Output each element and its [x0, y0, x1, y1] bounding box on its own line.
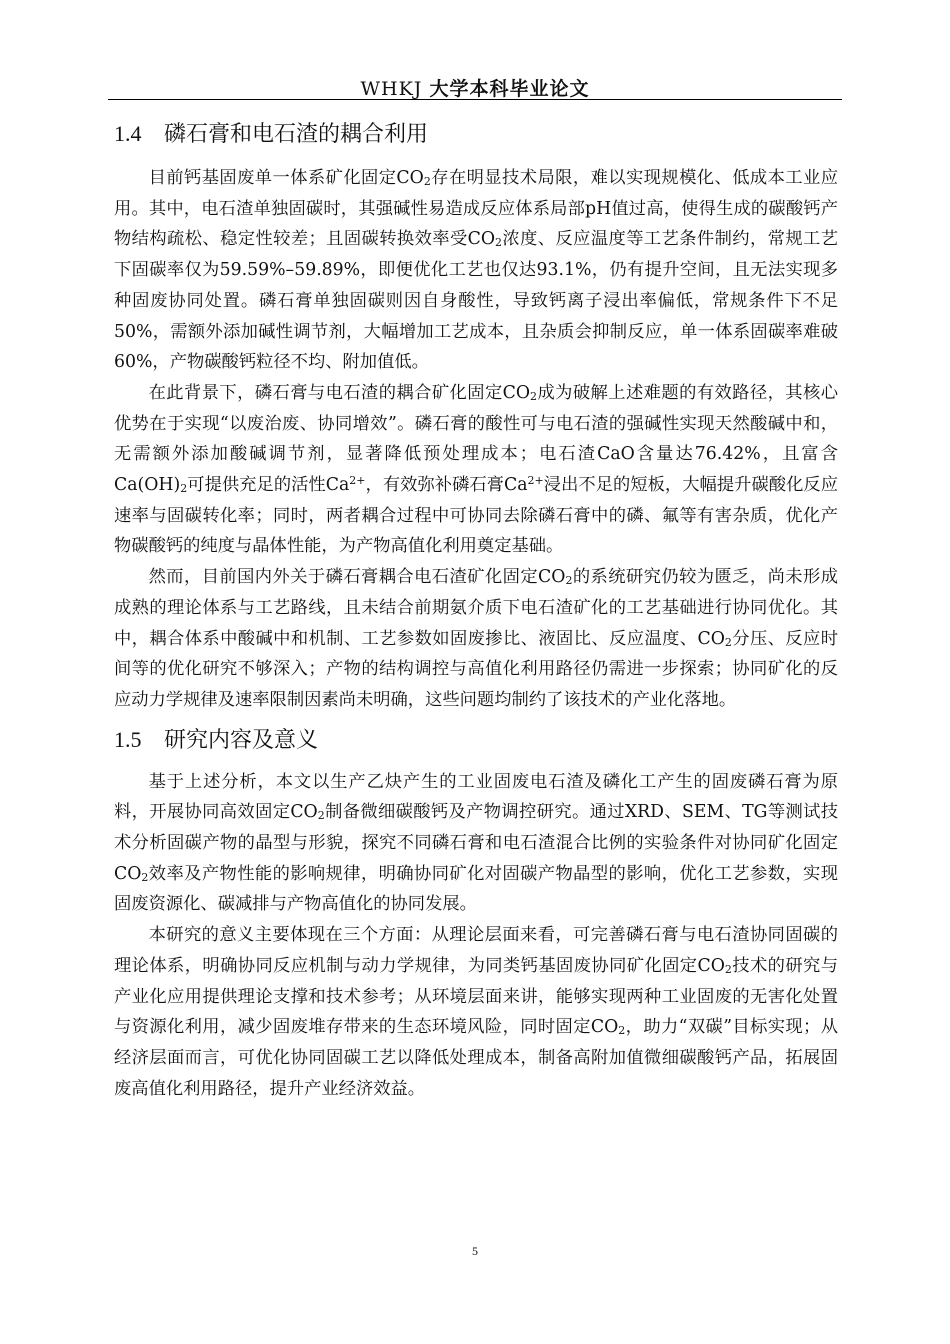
paragraph-1-4-3: 然而，目前国内外关于磷石膏耦合电石渣矿化固定$CO_2$的系统研究仍较为匮乏，尚未形成成熟的理论体系与工艺路线，且未结合前期氨介质下电石渣矿化的工艺基础进行协同优化。其中，耦合体系中酸碱中和机制、工艺参数如固废掺比、液固比、反应温度、$CO_2$分压、反应时间等的优化研究不够深入；产物的结构调控与高值化利用路径仍需进一步探索；协同矿化的反应动力学规律及速率限制因素尚未明确，这些问题均制约了该技术的产业化落地。 — [114, 567, 838, 710]
section-heading-1-5 — [114, 724, 838, 757]
section-heading-1-4 — [114, 118, 838, 151]
page-body — [114, 118, 838, 1104]
header-title: 大学本科毕业论文 — [429, 78, 590, 100]
running-header — [108, 74, 842, 101]
section-title: 研究内容及意义 — [164, 727, 319, 753]
page-number: 5 — [472, 1244, 478, 1258]
section-number: 1.4 — [114, 121, 142, 146]
header-rule — [108, 99, 842, 100]
paragraph-1-5-1: 基于上述分析，本文以生产乙炔产生的工业固废电石渣及磷化工产生的固废磷石膏为原料，开展协同高效固定$CO_2$制备微细碳酸钙及产物调控研究。通过XRD、SEM、TG等测试技术分析固碳产物的晶型与形貌，探究不同磷石膏和电石渣混合比例的实验条件对协同矿化固定$CO_2$效率及产物性能的影响规律，明确协同矿化对固碳产物晶型的影响，优化工艺参数，实现固废资源化、碳减排与产物高值化的协同发展。 — [114, 771, 839, 915]
paragraph-1-4-1: 目前钙基固废单一体系矿化固定$CO_2$存在明显技术局限，难以实现规模化、低成本工业应用。其中，电石渣单独固碳时，其强碱性易造成反应体系局部pH值过高，使得生成的碳酸钙产物结构疏松、稳定性较差；且固碳转换效率受$CO_2$浓度、反应温度等工艺条件制约，常规工艺下固碳率仅为59.59%–59.89%，即便优化工艺也仅达93.1%，仍有提升空间，且无法实现多种固废协同处置。磷石膏单独固碳则因自身酸性，导致钙离子浸出率偏低，常规条件下不足50%，需额外添加碱性调节剂，大幅增加工艺成本，且杂质会抑制反应，单一体系固碳率难破60%，产物碳酸钙粒径不均、附加值低。 — [114, 168, 838, 373]
header-prefix: WHKJ — [360, 78, 423, 100]
paragraph-1-5-2: 本研究的意义主要体现在三个方面：从理论层面来看，可完善磷石膏与电石渣协同固碳的理论体系，明确协同反应机制与动力学规律，为同类钙基固废协同矿化固定$CO_2$技术的研究与产业化应用提供理论支撑和技术参考；从环境层面来讲，能够实现两种工业固废的无害化处置与资源化利用，减少固废堆存带来的生态环境风险，同时固定$CO_2$，助力“双碳”目标实现；从经济层面而言，可优化协同固碳工艺以降低处理成本，制备高附加值微细碳酸钙产品，拓展固废高值化利用路径，提升产业经济效益。 — [114, 925, 838, 1099]
section-title: 磷石膏和电石渣的耦合利用 — [164, 122, 429, 147]
paragraph-1-4-2: 在此背景下，磷石膏与电石渣的耦合矿化固定$CO_2$成为破解上述难题的有效路径，其核心优势在于实现“以废治废、协同增效”。磷石膏的酸性可与电石渣的强碱性实现天然酸碱中和，无需额外添加酸碱调节剂，显著降低预处理成本；电石渣CaO含量达76.42%，且富含$Ca(OH)_2$可提供充足的活性$Ca^{2+}$，有效弥补磷石膏$Ca^{2+}$浸出不足的短板，大幅提升碳酸化反应速率与固碳转化率；同时，两者耦合过程中可协同去除磷石膏中的磷、氟等有害杂质，优化产物碳酸钙的纯度与晶体性能，为产物高值化利用奠定基础。 — [114, 382, 838, 557]
section-number: 1.5 — [114, 726, 142, 752]
